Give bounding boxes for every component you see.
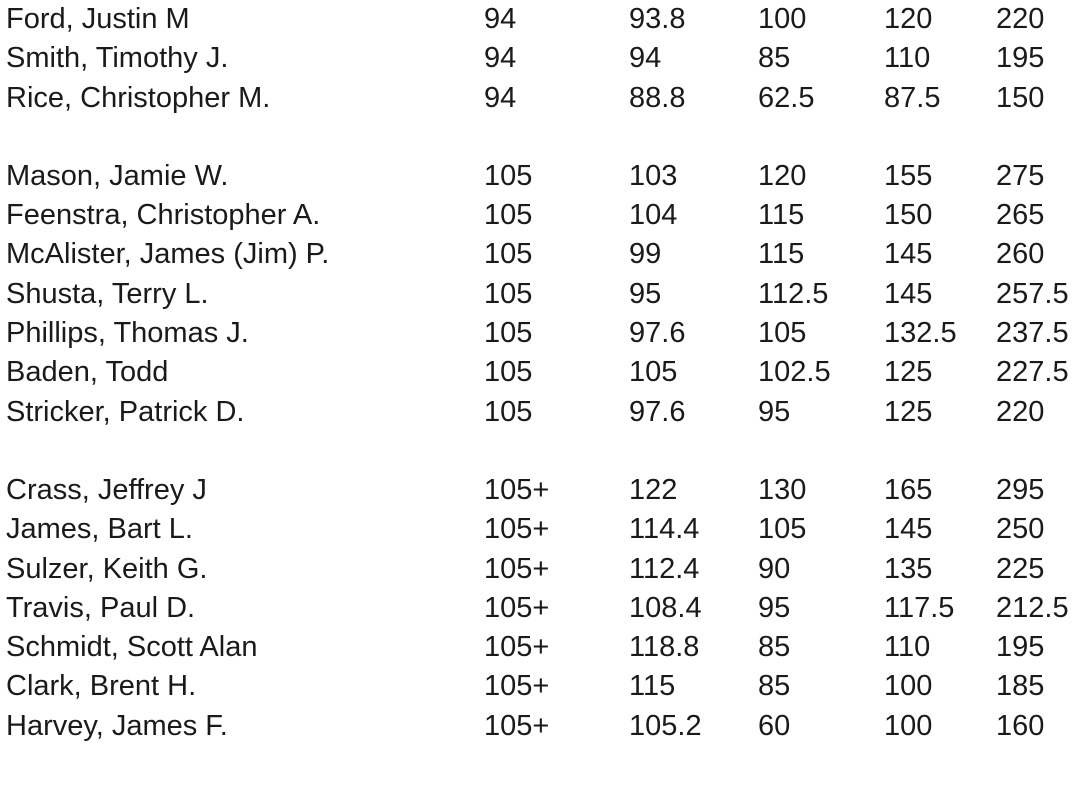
body-weight: 105: [629, 356, 678, 389]
bench-result: 85: [758, 631, 791, 664]
bench-result: 85: [758, 670, 791, 703]
lifter-name: James, Bart L.: [6, 513, 193, 546]
table-row: [6, 235, 1082, 274]
total-result: 185: [996, 670, 1045, 703]
lifter-name: Crass, Jeffrey J: [6, 473, 207, 506]
weight-class-group-105: [6, 157, 1082, 432]
body-weight: 108.4: [629, 591, 702, 624]
bench-result: 62.5: [758, 81, 815, 114]
bench-result: 95: [758, 395, 791, 428]
total-result: 220: [996, 395, 1045, 428]
deadlift-result: 100: [884, 709, 933, 742]
lifter-name: Schmidt, Scott Alan: [6, 631, 258, 664]
deadlift-result: 100: [884, 670, 933, 703]
bench-result: 95: [758, 591, 791, 624]
body-weight: 112.4: [629, 552, 700, 585]
weight-class-group-105-plus: [6, 471, 1082, 746]
lifter-name: Phillips, Thomas J.: [6, 317, 249, 350]
deadlift-result: 145: [884, 513, 933, 546]
weight-class: 105+: [484, 631, 550, 664]
table-row: [6, 393, 1082, 432]
total-result: 195: [996, 631, 1045, 664]
total-result: 260: [996, 238, 1045, 271]
table-row: [6, 589, 1082, 628]
lifter-name: Clark, Brent H.: [6, 670, 197, 703]
table-row: [6, 471, 1082, 510]
table-row: [6, 157, 1082, 196]
weight-class: 105+: [484, 473, 550, 506]
total-result: 295: [996, 473, 1045, 506]
weight-class: 94: [484, 3, 517, 35]
total-result: 160: [996, 709, 1045, 742]
deadlift-result: 125: [884, 395, 933, 428]
table-row: [6, 79, 1082, 118]
total-result: 220: [996, 3, 1045, 35]
body-weight: 97.6: [629, 395, 686, 428]
deadlift-result: 165: [884, 473, 933, 506]
weight-class: 105+: [484, 591, 550, 624]
deadlift-result: 150: [884, 199, 933, 232]
bench-result: 115: [758, 238, 805, 271]
table-row: [6, 39, 1082, 78]
total-result: 257.5: [996, 277, 1069, 310]
weight-class: 105: [484, 159, 533, 192]
bench-result: 105: [758, 317, 807, 350]
total-result: 265: [996, 199, 1045, 232]
weight-class: 105: [484, 356, 533, 389]
total-result: 195: [996, 42, 1045, 75]
deadlift-result: 132.5: [884, 317, 957, 350]
deadlift-result: 145: [884, 277, 933, 310]
lifter-name: McAlister, James (Jim) P.: [6, 238, 330, 271]
weight-class: 105+: [484, 670, 550, 703]
deadlift-result: 110: [884, 631, 931, 664]
body-weight: 88.8: [629, 81, 686, 114]
weight-class: 105: [484, 199, 533, 232]
body-weight: 114.4: [629, 513, 700, 546]
deadlift-result: 87.5: [884, 81, 941, 114]
deadlift-result: 120: [884, 3, 933, 35]
weight-class: 105: [484, 317, 533, 350]
total-result: 150: [996, 81, 1045, 114]
lifter-name: Travis, Paul D.: [6, 591, 196, 624]
body-weight: 95: [629, 277, 662, 310]
body-weight: 94: [629, 42, 662, 75]
deadlift-result: 145: [884, 238, 933, 271]
total-result: 275: [996, 159, 1045, 192]
weight-class: 105+: [484, 709, 550, 742]
total-result: 227.5: [996, 356, 1069, 389]
total-result: 212.5: [996, 591, 1069, 624]
lifter-name: Harvey, James F.: [6, 709, 228, 742]
results-table: [6, 0, 1082, 746]
body-weight: 115: [629, 670, 676, 703]
table-row: [6, 628, 1082, 667]
table-row: [6, 707, 1082, 746]
bench-result: 60: [758, 709, 791, 742]
weight-class: 105+: [484, 552, 550, 585]
bench-result: 102.5: [758, 356, 831, 389]
bench-result: 105: [758, 513, 807, 546]
bench-result: 112.5: [758, 277, 829, 310]
table-row: [6, 667, 1082, 706]
deadlift-result: 135: [884, 552, 933, 585]
deadlift-result: 125: [884, 356, 933, 389]
table-row: [6, 275, 1082, 314]
body-weight: 105.2: [629, 709, 702, 742]
body-weight: 97.6: [629, 317, 686, 350]
body-weight: 122: [629, 473, 678, 506]
lifter-name: Shusta, Terry L.: [6, 277, 209, 310]
weight-class: 94: [484, 42, 517, 75]
weight-class: 105+: [484, 513, 550, 546]
weight-class: 105: [484, 277, 533, 310]
lifter-name: Rice, Christopher M.: [6, 81, 271, 114]
body-weight: 93.8: [629, 3, 686, 35]
body-weight: 103: [629, 159, 678, 192]
weight-class-group-94: [6, 0, 1082, 118]
lifter-name: Ford, Justin M: [6, 3, 190, 35]
bench-result: 120: [758, 159, 807, 192]
table-row: [6, 550, 1082, 589]
weight-class: 94: [484, 81, 517, 114]
lifter-name: Mason, Jamie W.: [6, 159, 229, 192]
bench-result: 130: [758, 473, 807, 506]
deadlift-result: 155: [884, 159, 933, 192]
lifter-name: Feenstra, Christopher A.: [6, 199, 321, 232]
weight-class: 105: [484, 238, 533, 271]
weight-class: 105: [484, 395, 533, 428]
lifter-name: Stricker, Patrick D.: [6, 395, 245, 428]
body-weight: 118.8: [629, 631, 700, 664]
total-result: 225: [996, 552, 1045, 585]
lifter-name: Smith, Timothy J.: [6, 42, 229, 75]
lifter-name: Baden, Todd: [6, 356, 169, 389]
table-row: [6, 353, 1082, 392]
total-result: 237.5: [996, 317, 1069, 350]
table-row: [6, 0, 1082, 39]
deadlift-result: 110: [884, 42, 931, 75]
bench-result: 85: [758, 42, 791, 75]
body-weight: 104: [629, 199, 678, 232]
body-weight: 99: [629, 238, 662, 271]
total-result: 250: [996, 513, 1045, 546]
table-row: [6, 510, 1082, 549]
lifter-name: Sulzer, Keith G.: [6, 552, 208, 585]
bench-result: 115: [758, 199, 805, 232]
bench-result: 100: [758, 3, 807, 35]
table-row: [6, 196, 1082, 235]
bench-result: 90: [758, 552, 791, 585]
deadlift-result: 117.5: [884, 591, 955, 624]
table-row: [6, 314, 1082, 353]
